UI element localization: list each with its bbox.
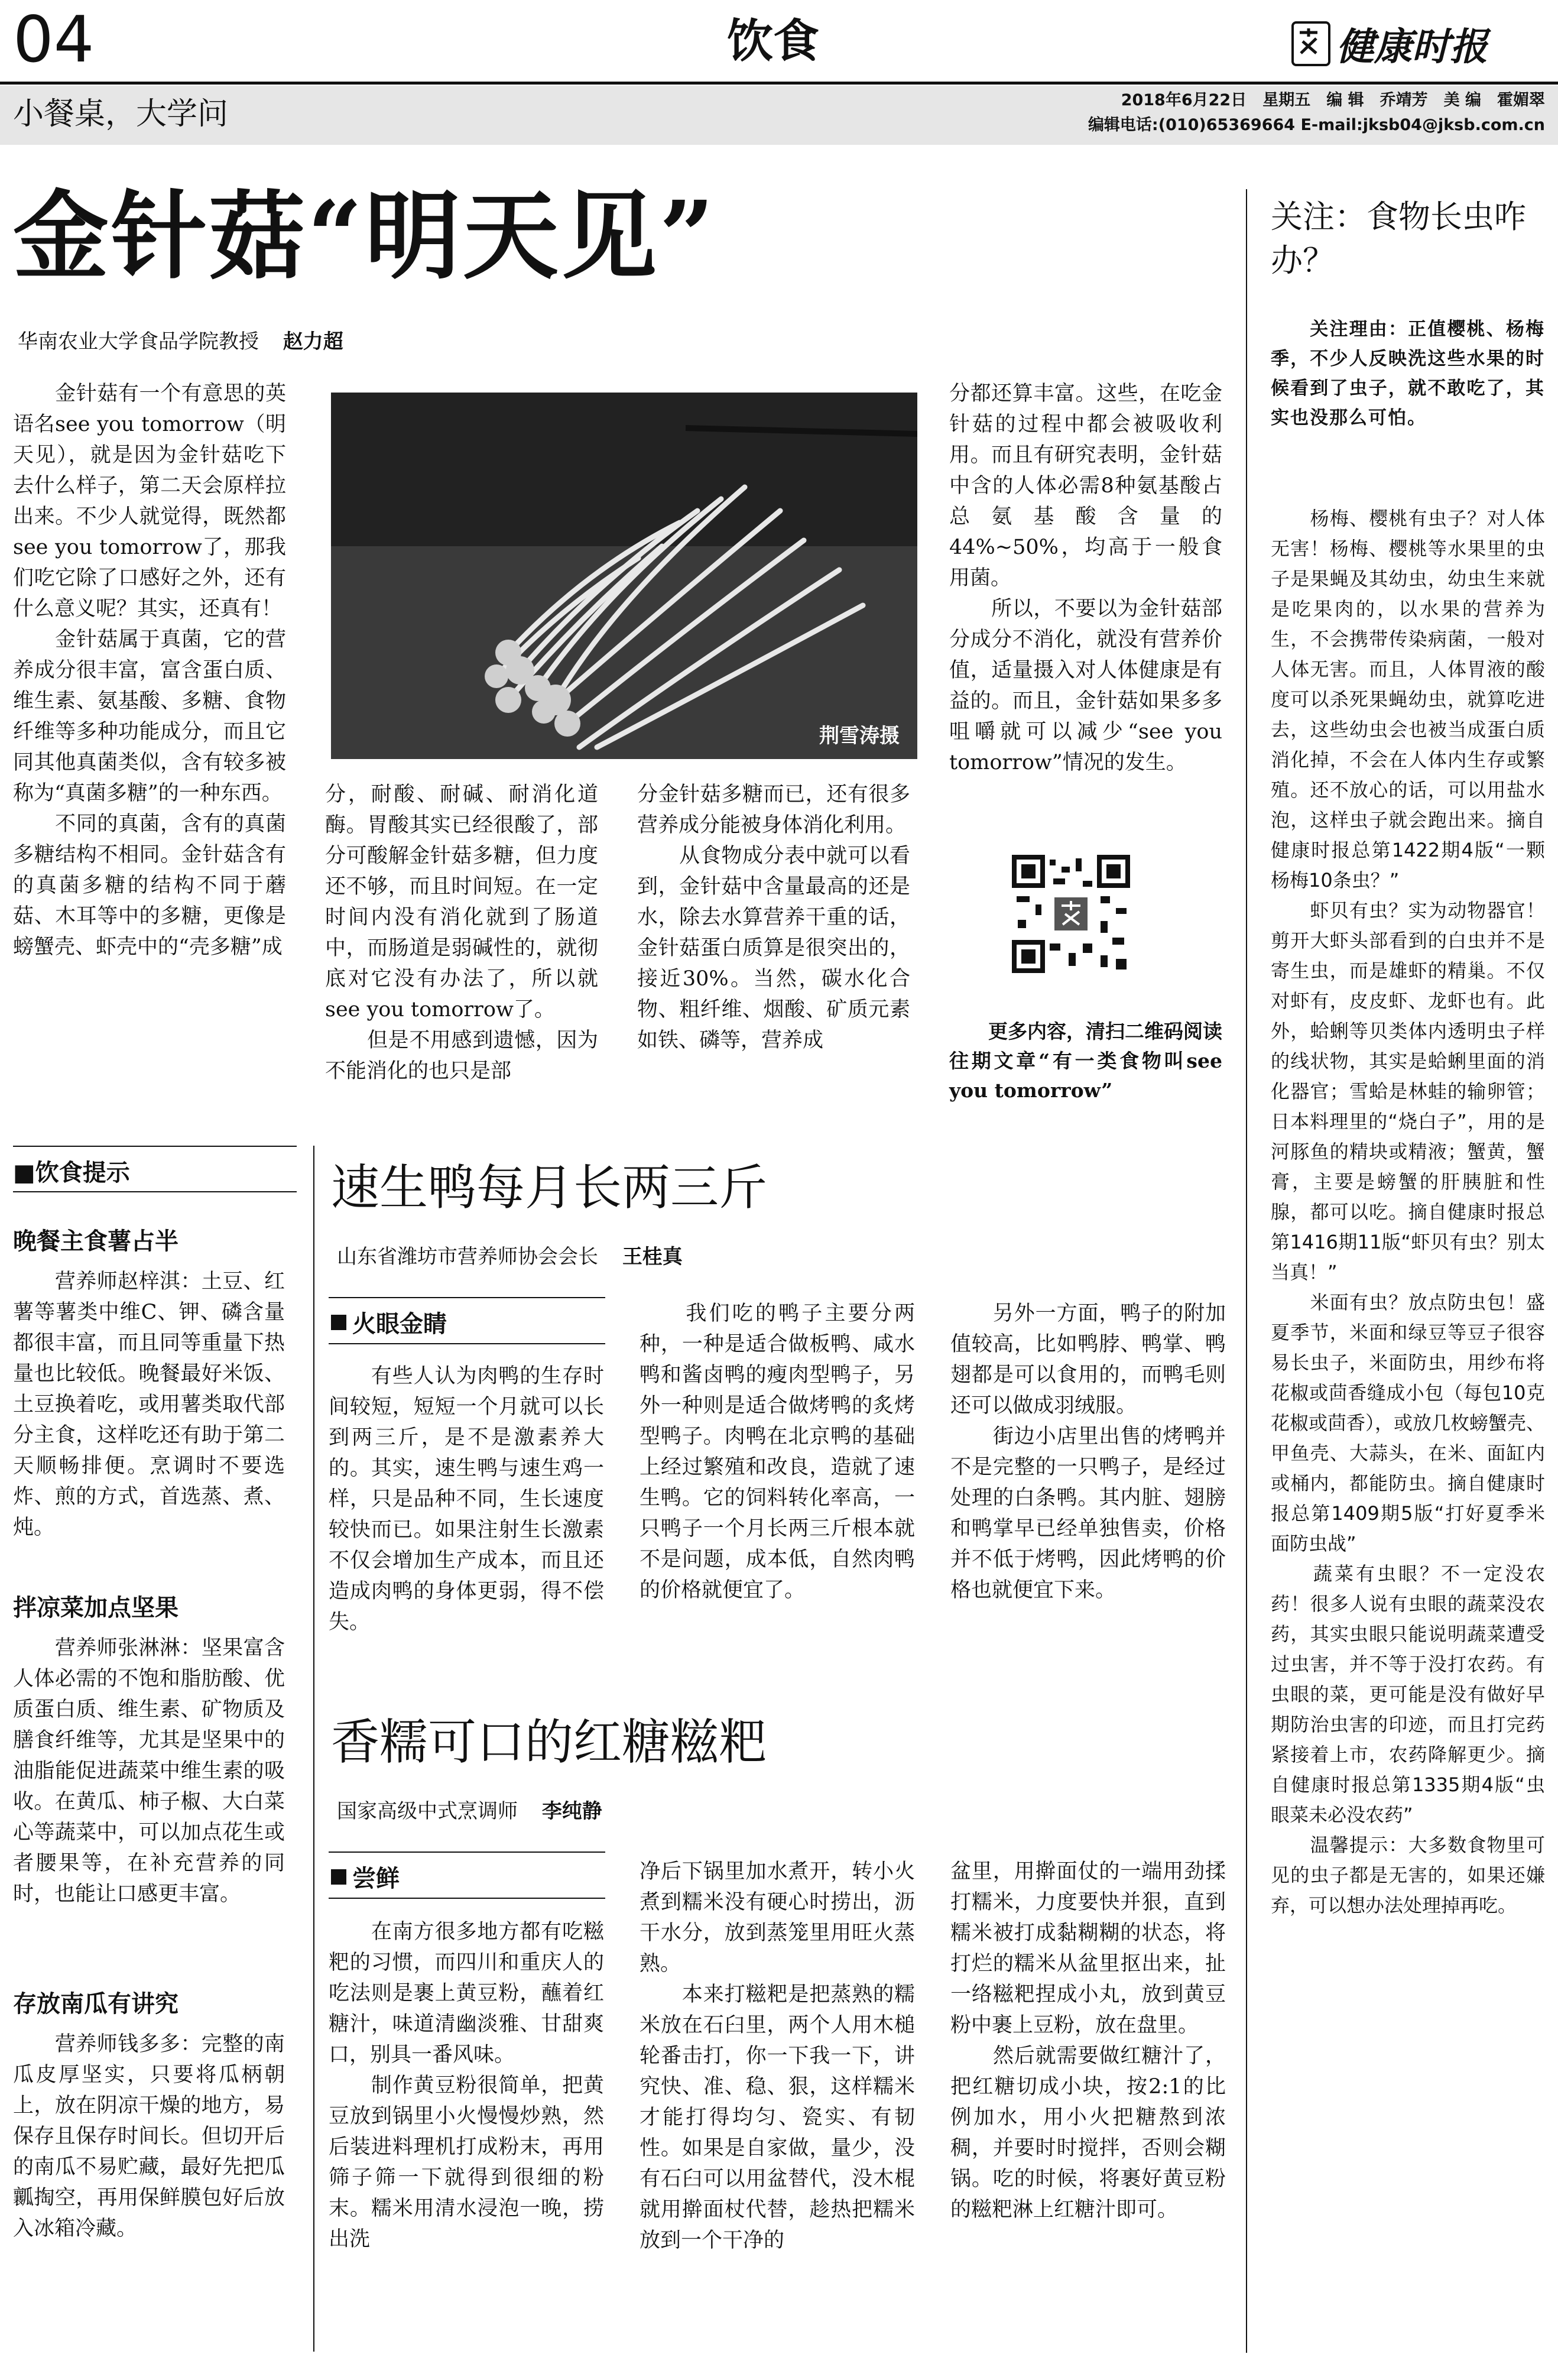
main-col-2: 分，耐酸、耐碱、耐消化道酶。胃酸其实已经很酸了，部分可酸解金针菇多糖，但力度还不够，而且时间短。在一定时间内没有消化就到了肠道中，而肠道是弱碱性的，就彻底对它没有办法了，所以就see you tomorrow了。 但是不用感到遗憾，因为不能消化的也只是部 [325,783,598,1083]
tip-heading-3: 存放南瓜有讲究 [13,1990,178,2018]
qr-code [1012,855,1130,973]
page-number: 04 [13,3,95,77]
col-divider-left [313,1146,314,2352]
ciba-tag-label: 尝鲜 [352,1865,400,1892]
col-divider-right [1246,189,1247,2353]
ciba-tag-rule-top [329,1852,605,1853]
tip-body-3: 营养师钱多多：完整的南瓜皮厚坚实，只要将瓜柄朝上，放在阴凉干燥的地方，易保存且保存时间长。但切开后的南瓜不易贮藏，最好先把瓜瓤掏空，再用保鲜膜包好后放入冰箱冷藏。 [13,2032,285,2240]
duck-byline [337,1240,683,1269]
ciba-tag [331,1860,400,1893]
duck-tag-label: 火眼金睛 [352,1311,447,1338]
main-col-1: 金针菇有一个有意思的英语名see you tomorrow（明天见），就是因为金针菇吃下去什么样子，第二天会原样拉出来。不少人就觉得，既然都see you tomorrow了，那我们吃它除了口感好之外，还有什么意义呢？其实，还真有！ 金针菇属于真菌，它的营养成分很丰富，富含蛋白质、维生素、氨基酸、多糖、食物纤维等多种功能成分，而且它同其他真菌类似，含有较多被称为“真菌多糖”的一种东西。 不同的真菌，含有的真菌多糖结构不相同。金针菇含有的真菌多糖的结构不同于蘑菇、木耳等中的多糖，更像是螃蟹壳、虾壳中的“壳多糖”成 [13,382,286,959]
main-col-3: 分金针菇多糖而已，还有很多营养成分能被身体消化利用。 从食物成分表中就可以看到，金针菇中含量最高的还是水，除去水算营养干重的话，金针菇蛋白质算是很突出的，接近30%。当然，碳水化合物、粗纤维、烟酸、矿质元素如铁、磷等，营养成 [637,783,910,1052]
ciba-col-2: 净后下锅里加水煮开，转小火煮到糯米没有硬心时捞出，沥干水分，放到蒸笼里用旺火蒸熟。 本来打糍粑是把蒸熟的糯米放在石臼里，两个人用木槌轮番击打，你一下我一下，讲究快、准、稳、狠，这样糯米才能打得均匀、瓷实、有韧性。如果是自家做，量少，没有石臼可以用盆替代，没木棍就用擀面杖代替，趁热把糯米放到一个干净的 [640,1860,915,2252]
duck-col-3: 另外一方面，鸭子的附加值较高，比如鸭脖、鸭掌、鸭翅都是可以食用的，而鸭毛则还可以做成羽绒服。 街边小店里出售的烤鸭并不是完整的一只鸭子，是经过处理的白条鸭。其内脏、翅膀和鸭掌早已经单独售卖，价格并不低于烤鸭，因此烤鸭的价格也就便宜下来。 [950,1302,1226,1602]
section-title: 饮食 [727,15,820,68]
tip-heading-1: 晚餐主食薯占半 [13,1228,178,1255]
sidebar-title: 关注：食物长虫咋办？ [1271,198,1526,279]
tag-square-icon [331,1869,346,1885]
logo-text: 健康时报 [1336,25,1488,69]
logo-mark-icon [1291,21,1330,66]
tip-body-1: 营养师赵梓淇：土豆、红薯等薯类中维C、钾、磷含量都很丰富，而且同等重量下热量也比较低。晚餐最好米饭、土豆换着吃，或用薯类取代部分主食，这样吃还有助于第二天顺畅排便。烹调时不要选炸、煎的方式，首选蒸、煮、炖。 [13,1270,285,1539]
ciba-byline-name: 李纯静 [541,1799,602,1823]
main-headline: 金针菇“明天见” [13,180,717,293]
ciba-byline-org: 国家高级中式烹调师 [337,1799,518,1823]
ciba-col-1: 在南方很多地方都有吃糍粑的习惯，而四川和重庆人的吃法则是裹上黄豆粉，蘸着红糖汁，味道清幽淡雅、甘甜爽口，别具一番风味。 制作黄豆粉很简单，把黄豆放到锅里小火慢慢炒熟，然后装进料理机打成粉末，再用筛子筛一下就得到很细的粉末。糯米用清水浸泡一晚，捞出洗 [329,1920,604,2251]
duck-tag-rule-top [329,1297,605,1298]
ciba-byline [337,1795,602,1824]
column-name: 小餐桌，大学问 [13,96,229,132]
tip-body-2: 营养师张淋淋：坚果富含人体必需的不饱和脂肪酸、优质蛋白质、维生素、矿物质及膳食纤维等，尤其是坚果中的油脂能促进蔬菜中维生素的吸收。在黄瓜、柿子椒、大白菜心等蔬菜中，可以加点花生或者腰果等，在补充营养的同时，也能让口感更丰富。 [13,1636,285,1906]
masthead-logo [1291,17,1488,71]
photo-credit: 荆雪涛摄 [819,724,900,748]
byline-org: 华南农业大学食品学院教授 [18,330,259,354]
main-col-4: 分都还算丰富。这些，在吃金针菇的过程中都会被吸收利用。而且有研究表明，金针菇中含的人体必需8种氨基酸占总氨基酸含量的44%~50%，均高于一般食用菌。 所以，不要以为金针菇部分成分不消化，就没有营养价值，适量摄入对人体健康是有益的。而且，金针菇如果多多咀嚼就可以减少“see you tomorrow”情况的发生。 [949,382,1222,774]
duck-byline-org: 山东省潍坊市营养师协会会长 [337,1245,598,1269]
duck-byline-name: 王桂真 [622,1245,683,1269]
tips-rule-top [13,1146,297,1147]
sidebar-body: 杨梅、樱桃有虫子？对人体无害！杨梅、樱桃等水果里的虫子是果蝇及其幼虫，幼虫生来就是吃果肉的，以水果的营养为生，不会携带传染病菌，一般对人体无害。而且，人体胃液的酸度可以杀死果蝇幼虫，就算吃进去，这些幼虫会也被当成蛋白质消化掉，不会在人体内生存或繁殖。还不放心的话，可以用盐水泡，这样虫子就会跑出来。摘自健康时报总第1422期4版“一颗杨梅10条虫？” 虾贝有虫？实为动物器官！剪开大虾头部看到的白虫并不是寄生虫，而是雄虾的精巢。不仅对虾有，皮皮虾、龙虾也有。此外，蛤蜊等贝类体内透明虫子样的线状物，其实是蛤蜊里面的消化器官；雪蛤是林蛙的输卵管；日本料理里的“烧白子”，用的是河豚鱼的精块或精液；蟹黄，蟹膏，主要是螃蟹的肝胰脏和性腺，都可以吃。摘自健康时报总第1416期11版“虾贝有虫？别太当真！” 米面有虫？放点防虫包！盛夏季节，米面和绿豆等豆子很容易长虫子，米面防虫，用纱布将花椒或茴香缝成小包（每包10克花椒或茴香），或放几枚螃蟹壳、甲鱼壳、大蒜头，在米、面缸内或桶内，都能防虫。摘自健康时报总第1409期5版“打好夏季米面防虫战” 蔬菜有虫眼？不一定没农药！很多人说有虫眼的蔬菜没农药，其实虫眼只能说明蔬菜遭受过虫害，并不等于没打农药。有虫眼的菜，更可能是没有做好早期防治虫害的印迹，而且打完药紧接着上市，农药降解更少。摘自健康时报总第1335期4版“虫眼菜未必没农药” 温馨提示：大多数食物里可见的虫子都是无害的，如果还嫌弃，可以想办法处理掉再吃。 [1271,507,1546,1917]
header-rule [0,82,1558,85]
duck-headline: 速生鸭每月长两三斤 [331,1160,768,1216]
date-editors: 2018年6月22日 星期五 编 辑 乔靖芳 美 编 霍媚翠 [1121,91,1545,109]
duck-tag [331,1305,447,1339]
main-photo [331,393,917,759]
ciba-headline: 香糯可口的红糖糍粑 [331,1714,768,1771]
ciba-col-3: 盆里，用擀面仗的一端用劲揉打糯米，力度要快并狠，直到糯米被打成黏糊糊的状态，将打烂的糯米从盆里抠出来，扯一络糍粑捏成小丸，放到黄豆粉中裹上豆粉，放在盘里。 然后就需要做红糖汁了，把红糖切成小块，按2:1的比例加水，用小火把糖熬到浓稠，并要时时搅拌，否则会糊锅。吃的时候，将裹好黄豆粉的糍粑淋上红糖汁即可。 [950,1860,1226,2222]
ciba-tag-rule-bottom [329,1898,605,1899]
duck-tag-rule-bottom [329,1343,605,1344]
sidebar-reason: 关注理由：正值樱桃、杨梅季，不少人反映洗这些水果的时候看到了虫子，就不敢吃了，其实也没那么可怕。 [1271,319,1545,429]
contact-line: 编辑电话:(010)65369664 E-mail:jksb04@jksb.com.cn [1088,116,1545,134]
tips-title: ■饮食提示 [13,1159,130,1186]
tips-rule-bottom [13,1191,297,1192]
tip-heading-2: 拌凉菜加点坚果 [13,1594,178,1622]
main-byline [18,325,343,354]
tag-square-icon [331,1315,346,1330]
duck-col-2: 我们吃的鸭子主要分两种，一种是适合做板鸭、咸水鸭和酱卤鸭的瘦肉型鸭子，另外一种则是适合做烤鸭的炙烤型鸭子。肉鸭在北京鸭的基础上经过繁殖和改良，造就了速生鸭。它的饲料转化率高，一只鸭子一个月长两三斤根本就不是问题，成本低，自然肉鸭的价格就便宜了。 [640,1302,915,1602]
byline-name: 赵力超 [283,330,343,354]
duck-col-1: 有些人认为肉鸭的生存时间较短，短短一个月就可以长到两三斤，是不是激素养大的。其实，速生鸭与速生鸡一样，只是品种不同，生长速度较快而已。如果注射生长激素不仅会增加生产成本，而且还造成肉鸭的身体更弱，得不偿失。 [329,1364,604,1634]
qr-caption: 更多内容，清扫二维码阅读往期文章“有一类食物叫see you tomorrow” [949,1020,1222,1102]
